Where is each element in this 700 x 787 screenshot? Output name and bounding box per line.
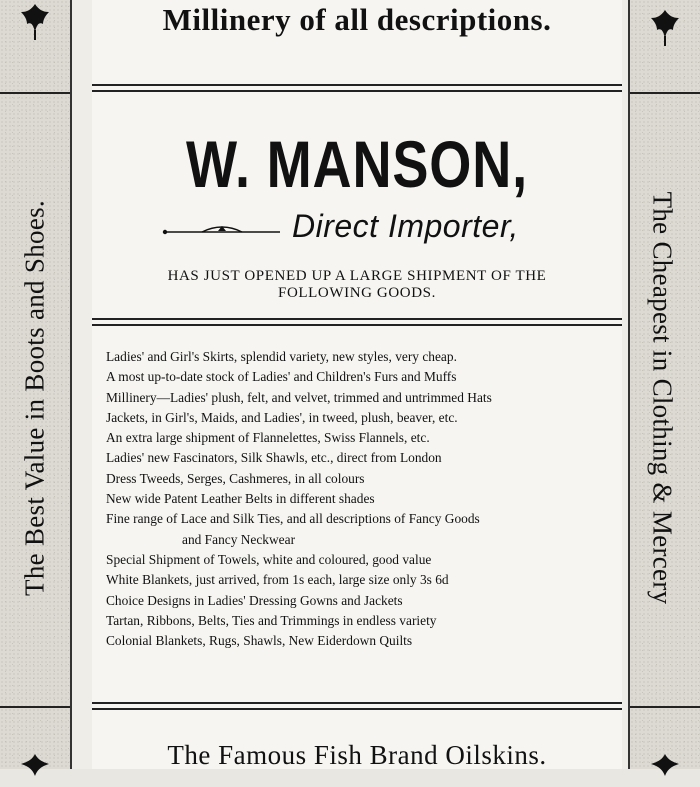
fleuron-icon — [643, 6, 687, 50]
list-item: Special Shipment of Towels, white and coloured, good value — [106, 551, 432, 567]
top-heading: Millinery of all descriptions. — [162, 2, 552, 37]
left-sidebar — [0, 0, 70, 769]
right-sidebar-text: The Cheapest in Clothing & Mercery — [647, 191, 678, 605]
importer-row — [152, 208, 572, 252]
left-sidebar-text: The Best Value in Boots and Shoes. — [19, 200, 50, 596]
list-item: A most up-to-date stock of Ladies' and Children's Furs and Muffs — [106, 369, 457, 385]
rule — [92, 318, 622, 320]
subheading-line: HAS JUST OPENED UP A LARGE SHIPMENT OF THE — [167, 268, 547, 284]
rule — [630, 706, 700, 708]
fleuron-icon — [643, 743, 687, 787]
list-item: Jackets, in Girl's, Maids, and Ladies', in tweed, plush, beaver, etc. — [106, 409, 458, 425]
rule — [0, 706, 70, 708]
list-item: Ladies' new Fascinators, Silk Shawls, etc., direct from London — [106, 450, 442, 466]
rule — [92, 708, 622, 710]
list-item: Millinery—Ladies' plush, felt, and velvet, trimmed and untrimmed Hats — [106, 389, 492, 405]
list-item: Tartan, Ribbons, Belts, Ties and Trimmings in endless variety — [106, 612, 437, 628]
list-item: An extra large shipment of Flannelettes, Swiss Flannels, etc. — [106, 430, 430, 446]
goods-list — [106, 347, 611, 651]
list-item: Choice Designs in Ladies' Dressing Gowns and Jackets — [106, 592, 403, 608]
bottom-heading: The Famous Fish Brand Oilskins. — [167, 740, 547, 770]
rule — [92, 324, 622, 326]
list-item — [106, 509, 611, 550]
list-item: New wide Patent Leather Belts in different shades — [106, 491, 375, 507]
list-item-continuation: and Fancy Neckwear — [182, 531, 296, 547]
list-item: Dress Tweeds, Serges, Cashmeres, in all colours — [106, 470, 365, 486]
advertiser-name: W. MANSON, — [186, 127, 528, 201]
list-item: Colonial Blankets, Rugs, Shawls, New Eiderdown Quilts — [106, 633, 413, 649]
advert-column — [92, 0, 622, 769]
subheading-line: FOLLOWING GOODS. — [278, 285, 436, 301]
rule — [0, 92, 70, 94]
left-column-rule — [70, 0, 72, 769]
rule — [92, 90, 622, 92]
flourish-rule-icon — [162, 220, 282, 236]
advertiser-title: Direct Importer, — [292, 208, 519, 244]
rule — [630, 92, 700, 94]
right-column-rule — [628, 0, 630, 769]
fleuron-icon — [13, 743, 57, 787]
list-item: Ladies' and Girl's Skirts, splendid variety, new styles, very cheap. — [106, 349, 457, 364]
shipment-subheading — [132, 268, 582, 302]
rule — [92, 702, 622, 704]
fleuron-icon — [13, 0, 57, 44]
list-item-text: Fine range of Lace and Silk Ties, and all descriptions of Fancy Goods — [106, 511, 480, 527]
rule — [92, 84, 622, 86]
list-item: White Blankets, just arrived, from 1s each, large size only 3s 6d — [106, 572, 449, 588]
